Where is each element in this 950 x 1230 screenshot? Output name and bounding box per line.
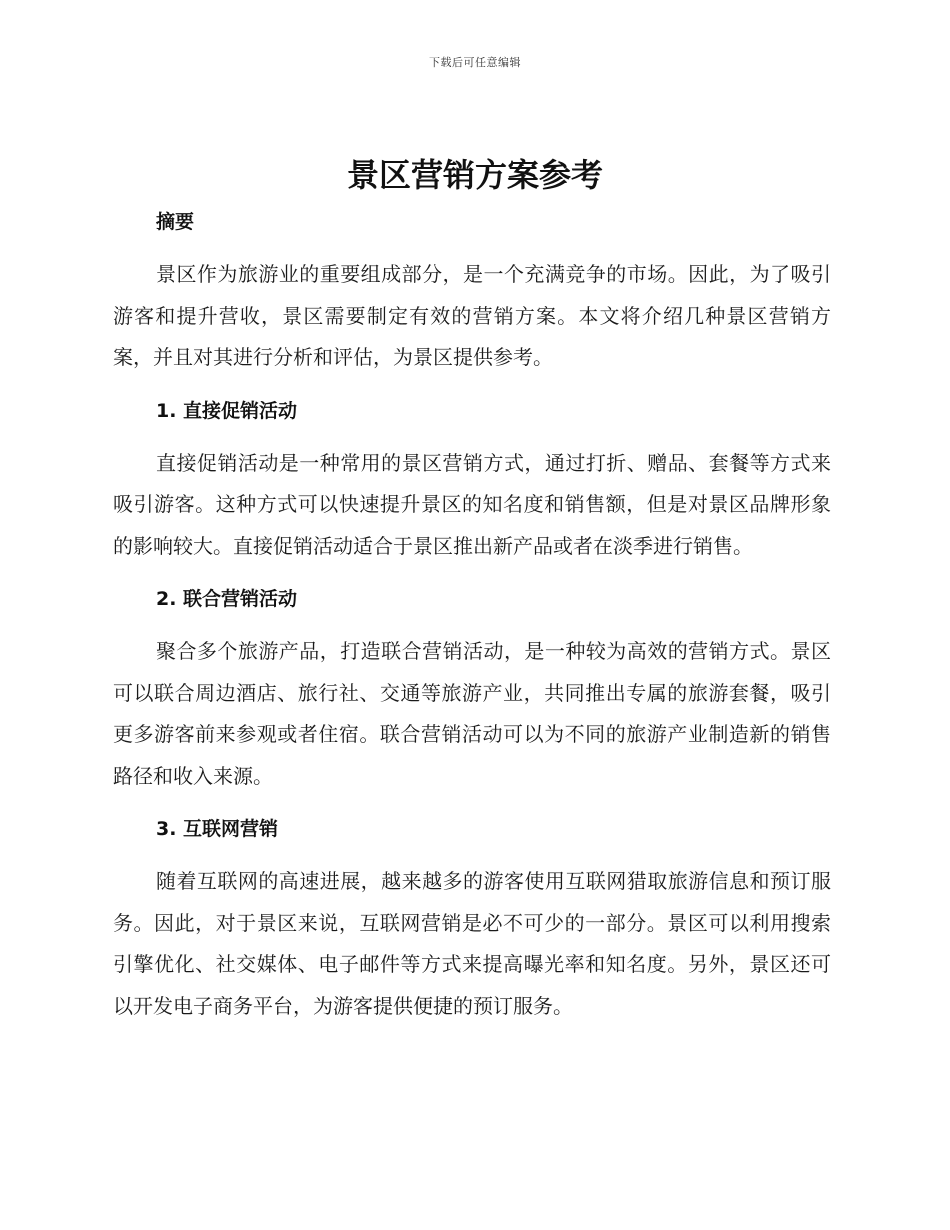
section-heading: 3. 互联网营销 — [156, 818, 279, 840]
section-direct-promotion — [113, 393, 831, 568]
section-paragraph: 直接促销活动是一种常用的景区营销方式，通过打折、赠品、套餐等方式来吸引游客。这种方式可以快速提升景区的知名度和销售额，但是对景区品牌形象的影响较大。直接促销活动适合于景区推出新产品或者在淡季进行销售。 — [113, 450, 831, 558]
section-paragraph: 聚合多个旅游产品，打造联合营销活动，是一种较为高效的营销方式。景区可以联合周边酒店、旅行社、交通等旅游产业，共同推出专属的旅游套餐，吸引更多游客前来参观或者住宿。联合营销活动可以为不同的旅游产业制造新的销售路径和收入来源。 — [113, 639, 831, 788]
section-paragraph: 景区作为旅游业的重要组成部分，是一个充满竞争的市场。因此，为了吸引游客和提升营收，景区需要制定有效的营销方案。本文将介绍几种景区营销方案，并且对其进行分析和评估，为景区提供参考。 — [113, 262, 831, 369]
section-internet-marketing — [113, 811, 831, 1027]
document-body — [113, 204, 831, 1041]
header-note: 下载后可任意编辑 — [429, 56, 521, 69]
document-title: 景区营销方案参考 — [346, 156, 603, 194]
section-heading: 2. 联合营销活动 — [156, 588, 298, 610]
section-paragraph: 随着互联网的高速进展，越来越多的游客使用互联网猎取旅游信息和预订服务。因此，对于景区来说，互联网营销是必不可少的一部分。景区可以利用搜索引擎优化、社交媒体、电子邮件等方式来提高曝光率和知名度。另外，景区还可以开发电子商务平台，为游客提供便捷的预订服务。 — [113, 869, 831, 1018]
section-heading: 1. 直接促销活动 — [156, 399, 298, 422]
section-joint-marketing — [113, 581, 831, 797]
section-heading: 摘要 — [156, 211, 195, 233]
section-abstract — [113, 204, 831, 379]
